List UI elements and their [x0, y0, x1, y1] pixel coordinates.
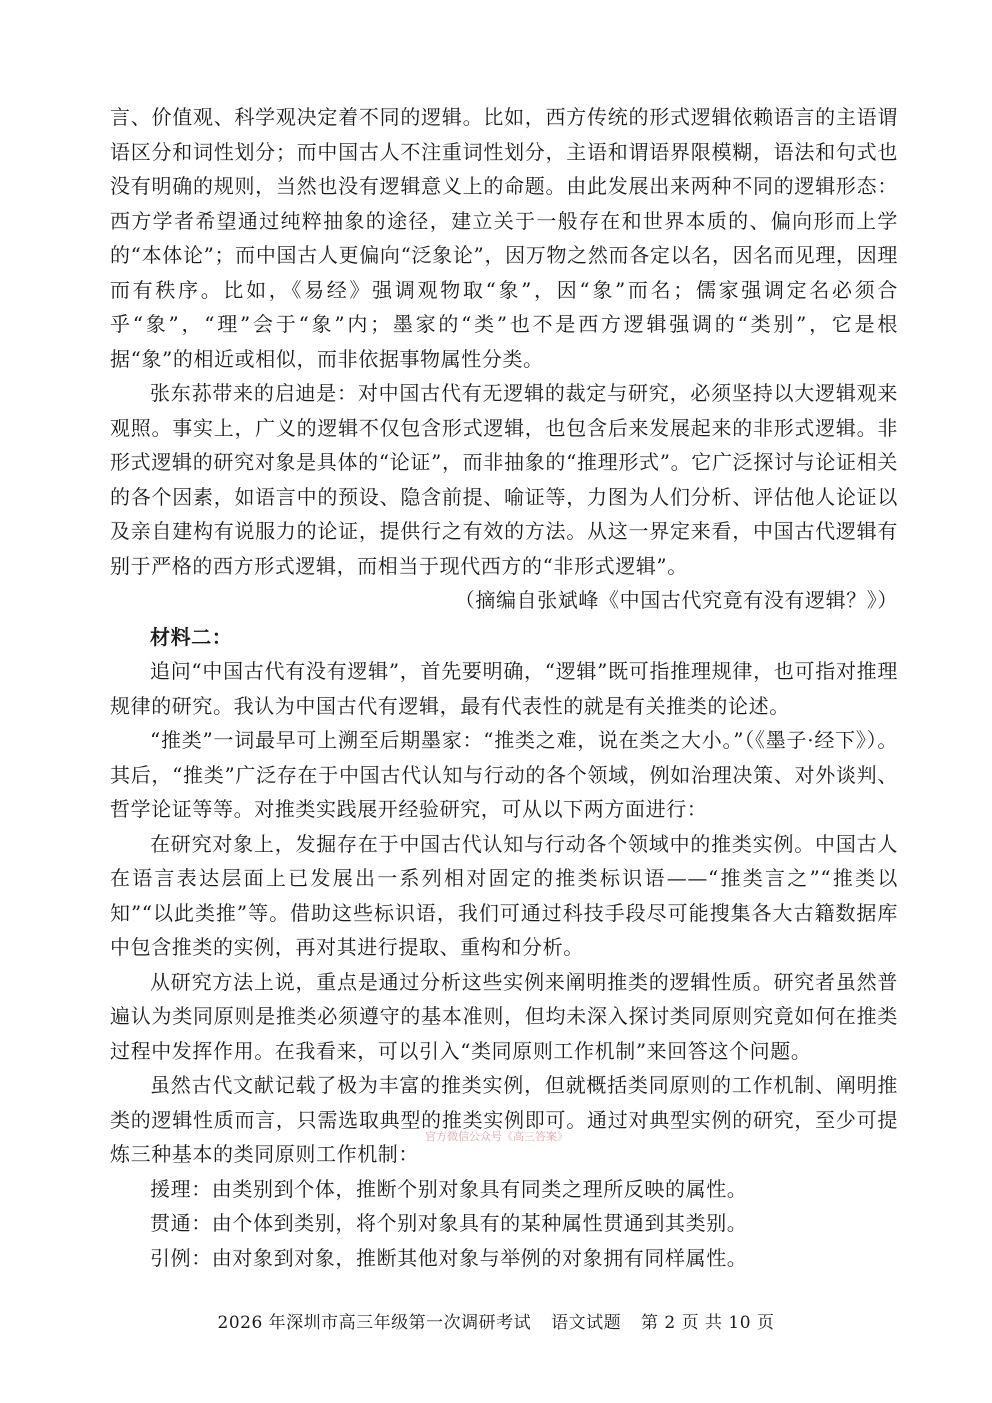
- footer-page-number: 第 2 页 共 10 页: [641, 1313, 775, 1333]
- source-citation: （摘编自张斌峰《中国古代究竟有没有逻辑？》）: [454, 588, 898, 612]
- paragraph-material1-2: 张东荪带来的启迪是：对中国古代有无逻辑的裁定与研究，必须坚持以大逻辑观来观照。事实上，广义的逻辑不仅包含形式逻辑，也包含后来发展起来的非形式逻辑。非形式逻辑的研究对象是具体的“论证”，而非抽象的“推理形式”。它广泛探讨与论证相关的各个因素，如语言中的预设、隐含前提、喻证等，力图为人们分析、评估他人论证以及亲自建构有说服力的论证，提供行之有效的方法。从这一界定来看，中国古代逻辑有别于严格的西方形式逻辑，而相当于现代西方的“非形式逻辑”。: [110, 381, 898, 578]
- paragraph-material1-1: 言、价值观、科学观决定着不同的逻辑。比如，西方传统的形式逻辑依赖语言的主语谓语区分和词性划分；而中国古人不注重词性划分，主语和谓语界限模糊，语法和句式也没有明确的规则，当然也没有逻辑意义上的命题。由此发展出来两种不同的逻辑形态：西方学者希望通过纯粹抽象的途径，建立关于一般存在和世界本质的、偏向形而上学的“本体论”；而中国古人更偏向“泛象论”，因万物之然而各定以名，因名而见理，因理而有秩序。比如，《易经》强调观物取“象”，因“象”而名；儒家强调定名必须合乎“象”，“理”会于“象”内；墨家的“类”也不是西方逻辑强调的“类别”，它是根据“象”的相近或相似，而非依据事物属性分类。: [110, 105, 898, 371]
- paragraph-material2-2: “推类”一词最早可上溯至后期墨家：“推类之难，说在类之大小。”（《墨子·经下》）。其后，“推类”广泛存在于中国古代认知与行动的各个领域，例如治理决策、对外谈判、哲学论证等等。对推类实践展开经验研究，可从以下两方面进行：: [110, 728, 898, 821]
- paragraph-material2-5: 虽然古代文献记载了极为丰富的推类实例，但就概括类同原则的工作机制、阐明推类的逻辑性质而言，只需选取典型的推类实例即可。通过对典型实例的研究，至少可提炼三种基本的类同原则工作机制：: [110, 1073, 898, 1166]
- mechanism-item: 援理：由类别到个体，推断个别对象具有同类之理所反映的属性。: [150, 1176, 748, 1201]
- mechanism-item: 引例：由对象到对象，推断其他对象与举例的对象拥有同样属性。: [150, 1245, 748, 1270]
- watermark: 官方微信公众号《高三答案》: [425, 1130, 568, 1143]
- page-content: [110, 100, 898, 1275]
- paragraph-material2-4: 从研究方法上说，重点是通过分析这些实例来阐明推类的逻辑性质。研究者虽然普遍认为类同原则是推类必须遵守的基本准则，但均未深入探讨类同原则究竟如何在推类过程中发挥作用。在我看来，可以引入“类同原则工作机制”来回答这个问题。: [110, 969, 898, 1063]
- footer-subject: 语文试题: [551, 1313, 622, 1333]
- section-heading-material2: 材料二：: [150, 624, 233, 649]
- paragraph-material2-3: 在研究对象上，发掘存在于中国古代认知与行动各个领域中的推类实例。中国古人在语言表达层面上已发展出一系列相对固定的推类标识语——“推类言之”“推类以知”“以此类推”等。借助这些标识语，我们可通过科技手段尽可能搜集各大古籍数据库中包含推类的实例，再对其进行提取、重构和分析。: [110, 831, 898, 959]
- footer-exam-title: 2026 年深圳市高三年级第一次调研考试: [217, 1313, 532, 1333]
- mechanism-item: 贯通：由个体到类别，将个别对象具有的某种属性贯通到其类别。: [150, 1211, 748, 1235]
- page-footer: [0, 1308, 992, 1333]
- paragraph-material2-1: 追问“中国古代有没有逻辑”，首先要明确，“逻辑”既可指推理规律，也可指对推理规律的研究。我认为中国古代有逻辑，最有代表性的就是有关推类的论述。: [110, 659, 898, 718]
